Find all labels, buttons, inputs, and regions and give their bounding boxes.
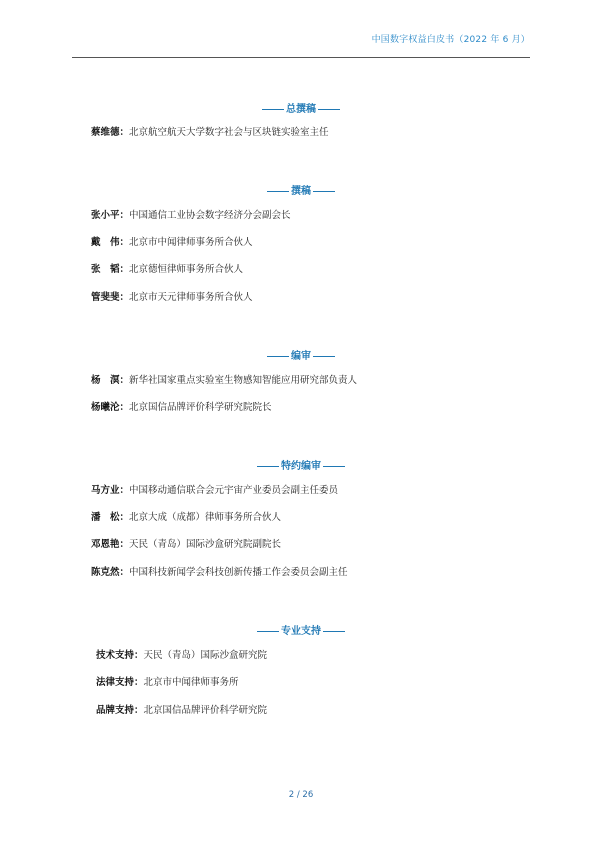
credit-name: 张 韬： — [91, 264, 130, 275]
credit-name: 戴 伟： — [91, 237, 130, 248]
title-dash-right — [313, 191, 335, 192]
credit-entry — [91, 210, 291, 222]
credit-role: 中国移动通信联合会元宇宙产业委员会副主任委员 — [129, 485, 339, 496]
section-title-text: 特约编审 — [281, 461, 321, 472]
section-title-text: 总撰稿 — [286, 104, 316, 115]
credit-role: 北京市中闻律师事务所合伙人 — [129, 237, 253, 248]
credit-entry — [91, 375, 357, 387]
credit-role: 北京航空航天大学数字社会与区块链实验室主任 — [129, 127, 329, 138]
credit-role: 中国通信工业协会数字经济分会副会长 — [129, 210, 291, 221]
credit-entry — [91, 485, 338, 497]
credit-name: 张小平： — [91, 210, 130, 221]
section-title-editors — [0, 347, 602, 362]
credit-role: 中国科技新闻学会科技创新传播工作会委员会副主任 — [129, 567, 348, 578]
section-title-special-editors — [0, 457, 602, 472]
credit-role: 北京大成（成都）律师事务所合伙人 — [129, 512, 282, 523]
support-org: 北京国信品牌评价科学研究院 — [143, 705, 268, 716]
title-dash-right — [313, 356, 335, 357]
credit-entry — [91, 127, 329, 139]
section-title-text: 撰稿 — [291, 186, 311, 197]
section-title-writers — [0, 182, 602, 197]
support-org: 北京市中闻律师事务所 — [143, 677, 239, 688]
support-label: 品牌支持： — [96, 705, 144, 716]
support-label: 技术支持： — [96, 650, 144, 661]
credit-entry — [91, 292, 253, 304]
credit-entry — [91, 512, 281, 524]
credit-role: 新华社国家重点实验室生物感知智能应用研究部负责人 — [129, 375, 358, 386]
section-title-chief-writer — [0, 100, 602, 115]
credit-name: 邓恩艳： — [91, 539, 130, 550]
credit-role: 天民（青岛）国际沙盒研究院副院长 — [129, 539, 282, 550]
support-entry — [96, 705, 267, 717]
running-header: 中国数字权益白皮书（2022 年 6 月） — [371, 35, 530, 45]
title-dash-right — [323, 631, 345, 632]
credit-role: 北京德恒律师事务所合伙人 — [129, 264, 244, 275]
credit-name: 管斐斐： — [91, 292, 130, 303]
credit-name: 杨曦沦： — [91, 402, 130, 413]
credit-name: 蔡维德： — [91, 127, 130, 138]
credit-entry — [91, 237, 253, 249]
credit-name: 陈克然： — [91, 567, 130, 578]
credit-name: 潘 松： — [91, 512, 130, 523]
credit-name: 马方业： — [91, 485, 130, 496]
section-title-text: 专业支持 — [281, 626, 321, 637]
support-entry — [96, 650, 267, 662]
support-org: 天民（青岛）国际沙盒研究院 — [143, 650, 268, 661]
header-divider — [72, 57, 530, 58]
support-entry — [96, 677, 239, 689]
title-dash-left — [257, 631, 279, 632]
title-dash-right — [318, 109, 340, 110]
credit-role: 北京市天元律师事务所合伙人 — [129, 292, 253, 303]
section-title-text: 编审 — [291, 351, 311, 362]
support-label: 法律支持： — [96, 677, 144, 688]
page-number: 2 / 26 — [288, 790, 314, 800]
section-title-support — [0, 622, 602, 637]
credit-role: 北京国信品牌评价科学研究院院长 — [129, 402, 272, 413]
title-dash-left — [257, 466, 279, 467]
credit-name: 杨 溟： — [91, 375, 130, 386]
credit-entry — [91, 539, 281, 551]
credit-entry — [91, 264, 243, 276]
credit-entry — [91, 567, 348, 579]
title-dash-left — [267, 356, 289, 357]
credit-entry — [91, 402, 272, 414]
title-dash-left — [262, 109, 284, 110]
title-dash-right — [323, 466, 345, 467]
title-dash-left — [267, 191, 289, 192]
